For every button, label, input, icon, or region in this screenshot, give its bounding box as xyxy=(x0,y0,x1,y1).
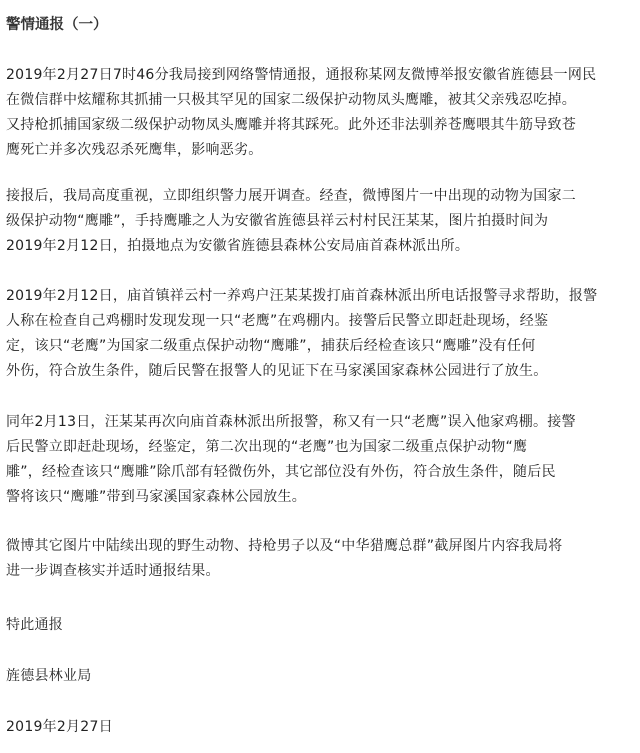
text-line: 2019年2月12日，拍摄地点为安徽省旌德县森林公安局庙首森林派出所。 xyxy=(6,238,470,254)
paragraph-second-release xyxy=(6,410,622,510)
text-line: 后民警立即赶赴现场，经鉴定，第二次出现的“老鹰”也为国家二级重点保护动物“鹰 xyxy=(6,439,528,455)
issuing-agency xyxy=(6,664,622,689)
closing-remark xyxy=(6,613,622,638)
closing-text: 特此通报 xyxy=(6,617,63,633)
document-title: 警情通报（一） xyxy=(6,17,108,33)
text-line: 同年2月13日，汪某某再次向庙首森林派出所报警，称又有一只“老鹰”误入他家鸡棚。接警 xyxy=(6,414,576,430)
text-line: 警将该只“鹰雕”带到马家溪国家森林公园放生。 xyxy=(6,489,307,505)
paragraph-investigation xyxy=(6,184,622,259)
paragraph-further-investigation xyxy=(6,534,622,584)
paragraph-first-release xyxy=(6,284,622,384)
text-line: 人称在检查自己鸡棚时发现发现一只“老鹰”在鸡棚内。接警后民警立即赶赴现场，经鉴 xyxy=(6,313,549,329)
date-text: 2019年2月27日 xyxy=(6,719,113,735)
text-line: 雕”，经检查该只“鹰雕”除爪部有轻微伤外，其它部位没有外伤，符合放生条件，随后民 xyxy=(6,464,556,480)
text-line: 外伤，符合放生条件，随后民警在报警人的见证下在马家溪国家森林公园进行了放生。 xyxy=(6,363,548,379)
text-line: 级保护动物“鹰雕”，手持鹰雕之人为安徽省旌德县祥云村村民汪某某，图片拍摄时间为 xyxy=(6,213,549,229)
text-line: 进一步调查核实并适时通报结果。 xyxy=(6,563,220,579)
issue-date xyxy=(6,715,622,740)
text-line: 2019年2月27日7时46分我局接到网络警情通报，通报称某网友微博举报安徽省旌德县一网民 xyxy=(6,67,597,83)
paragraph-report-received xyxy=(6,63,622,163)
agency-name: 旌德县林业局 xyxy=(6,668,92,684)
text-line: 又持枪抓捕国家级二级保护动物凤头鹰雕并将其踩死。此外还非法驯养苍鹰喂其牛筋导致苍 xyxy=(6,117,576,133)
text-line: 2019年2月12日，庙首镇祥云村一养鸡户汪某某拨打庙首森林派出所电话报警寻求帮助，报警 xyxy=(6,288,598,304)
text-line: 定，该只“老鹰”为国家二级重点保护动物“鹰雕”，捕获后经检查该只“鹰雕”没有任何 xyxy=(6,338,536,354)
text-line: 微博其它图片中陆续出现的野生动物、持枪男子以及“中华猎鹰总群”截屏图片内容我局将 xyxy=(6,538,563,554)
text-line: 在微信群中炫耀称其抓捕一只极其罕见的国家二级保护动物凤头鹰雕，被其父亲残忍吃掉。 xyxy=(6,92,576,108)
text-line: 鹰死亡并多次残忍杀死鹰隼，影响恶劣。 xyxy=(6,142,263,158)
text-line: 接报后，我局高度重视，立即组织警力展开调查。经查，微博图片一中出现的动物为国家二 xyxy=(6,188,576,204)
